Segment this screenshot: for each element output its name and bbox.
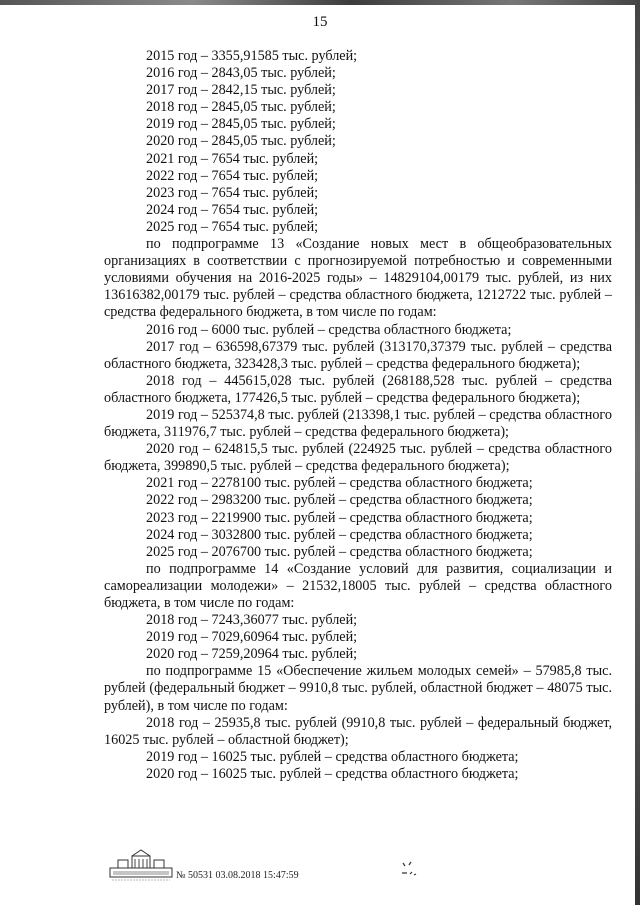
subprogram-13-line-2023: 2023 год – 2219900 тыс. рублей – средства областного бюджета; bbox=[146, 509, 533, 526]
budget-line-2024: 2024 год – 7654 тыс. рублей; bbox=[146, 201, 319, 218]
document-body bbox=[104, 48, 612, 783]
subprogram-13-line-2020: 2020 год – 624815,5 тыс. рублей (224925 тыс. рублей – средства областного бюджета, 399890,5 тыс. рублей – средства федерального бюджета); bbox=[104, 441, 612, 475]
subprogram-13-line-2017: 2017 год – 636598,67379 тыс. рублей (313170,37379 тыс. рублей – средства областного бюджета, 323428,3 тыс. рублей – средства федерального бюджета); bbox=[104, 338, 612, 372]
subprogram-13-line-2024: 2024 год – 3032800 тыс. рублей – средства областного бюджета; bbox=[146, 526, 533, 543]
registry-stamp-icon bbox=[108, 846, 174, 882]
budget-line-2021: 2021 год – 7654 тыс. рублей; bbox=[146, 150, 319, 167]
subprogram-14-line-2020: 2020 год – 7259,20964 тыс. рублей; bbox=[146, 646, 358, 663]
budget-line-2015: 2015 год – 3355,91585 тыс. рублей; bbox=[146, 48, 358, 64]
subprogram-13-line-2016: 2016 год – 6000 тыс. рублей – средства областного бюджета; bbox=[146, 321, 512, 338]
budget-line-2025: 2025 год – 7654 тыс. рублей; bbox=[146, 218, 319, 235]
subprogram-13-line-2022: 2022 год – 2983200 тыс. рублей – средства областного бюджета; bbox=[146, 492, 533, 509]
document-footer bbox=[108, 846, 528, 886]
subprogram-15-intro: по подпрограмме 15 «Обеспечение жильем молодых семей» – 57985,8 тыс. рублей (федеральный бюджет – 9910,8 тыс. рублей, областной бюджет – 48075 тыс. рублей), в том числе по годам: bbox=[104, 663, 612, 714]
subprogram-13-line-2019: 2019 год – 525374,8 тыс. рублей (213398,1 тыс. рублей – средства областного бюджета, 311976,7 тыс. рублей – средства федерального бюджета); bbox=[104, 406, 612, 441]
budget-line-2023: 2023 год – 7654 тыс. рублей; bbox=[146, 184, 319, 201]
subprogram-14-line-2018: 2018 год – 7243,36077 тыс. рублей; bbox=[146, 612, 358, 629]
budget-line-2019: 2019 год – 2845,05 тыс. рублей; bbox=[146, 116, 336, 133]
budget-line-2017: 2017 год – 2842,15 тыс. рублей; bbox=[146, 82, 336, 99]
budget-line-2018: 2018 год – 2845,05 тыс. рублей; bbox=[146, 99, 336, 116]
scan-marks-icon bbox=[400, 860, 420, 878]
budget-line-2020: 2020 год – 2845,05 тыс. рублей; bbox=[146, 133, 336, 150]
subprogram-15-line-2020: 2020 год – 16025 тыс. рублей – средства областного бюджета; bbox=[146, 765, 519, 782]
subprogram-14-line-2019: 2019 год – 7029,60964 тыс. рублей; bbox=[146, 629, 358, 646]
subprogram-13-line-2018: 2018 год – 445615,028 тыс. рублей (268188,528 тыс. рублей – средства областного бюджета, 177426,5 тыс. рублей – средства федерального бюджета); bbox=[104, 372, 612, 406]
subprogram-13-line-2021: 2021 год – 2278100 тыс. рублей – средства областного бюджета; bbox=[146, 475, 533, 492]
subprogram-15-line-2019: 2019 год – 16025 тыс. рублей – средства областного бюджета; bbox=[146, 748, 519, 765]
scan-edge-top bbox=[0, 0, 640, 5]
subprogram-15-line-2018: 2018 год – 25935,8 тыс. рублей (9910,8 тыс. рублей – федеральный бюджет, 16025 тыс. рублей – областной бюджет); bbox=[104, 714, 612, 748]
document-registration-id: № 50531 03.08.2018 15:47:59 bbox=[176, 870, 299, 881]
subprogram-14-intro: по подпрограмме 14 «Создание условий для развития, социализации и самореализации молодежи» – 21532,18005 тыс. рублей – средства областного бюджета, в том числе по годам: bbox=[104, 560, 612, 611]
budget-line-2022: 2022 год – 7654 тыс. рублей; bbox=[146, 167, 319, 184]
subprogram-13-line-2025: 2025 год – 2076700 тыс. рублей – средства областного бюджета; bbox=[146, 543, 533, 560]
scan-edge-right bbox=[635, 4, 640, 905]
budget-line-2016: 2016 год – 2843,05 тыс. рублей; bbox=[146, 65, 336, 82]
page-number: 15 bbox=[312, 14, 328, 30]
subprogram-13-intro: по подпрограмме 13 «Создание новых мест в общеобразовательных организациях в соответствии с прогнозируемой потребностью и современными условиями обучения на 2016-2025 годы» – 14829104,00179 тыс. рублей, из них 13616382,00179 тыс. рублей – средства областного бюджета, 1212722 тыс. рублей – средства федерального бюджета, в том числе по годам: bbox=[104, 236, 612, 321]
